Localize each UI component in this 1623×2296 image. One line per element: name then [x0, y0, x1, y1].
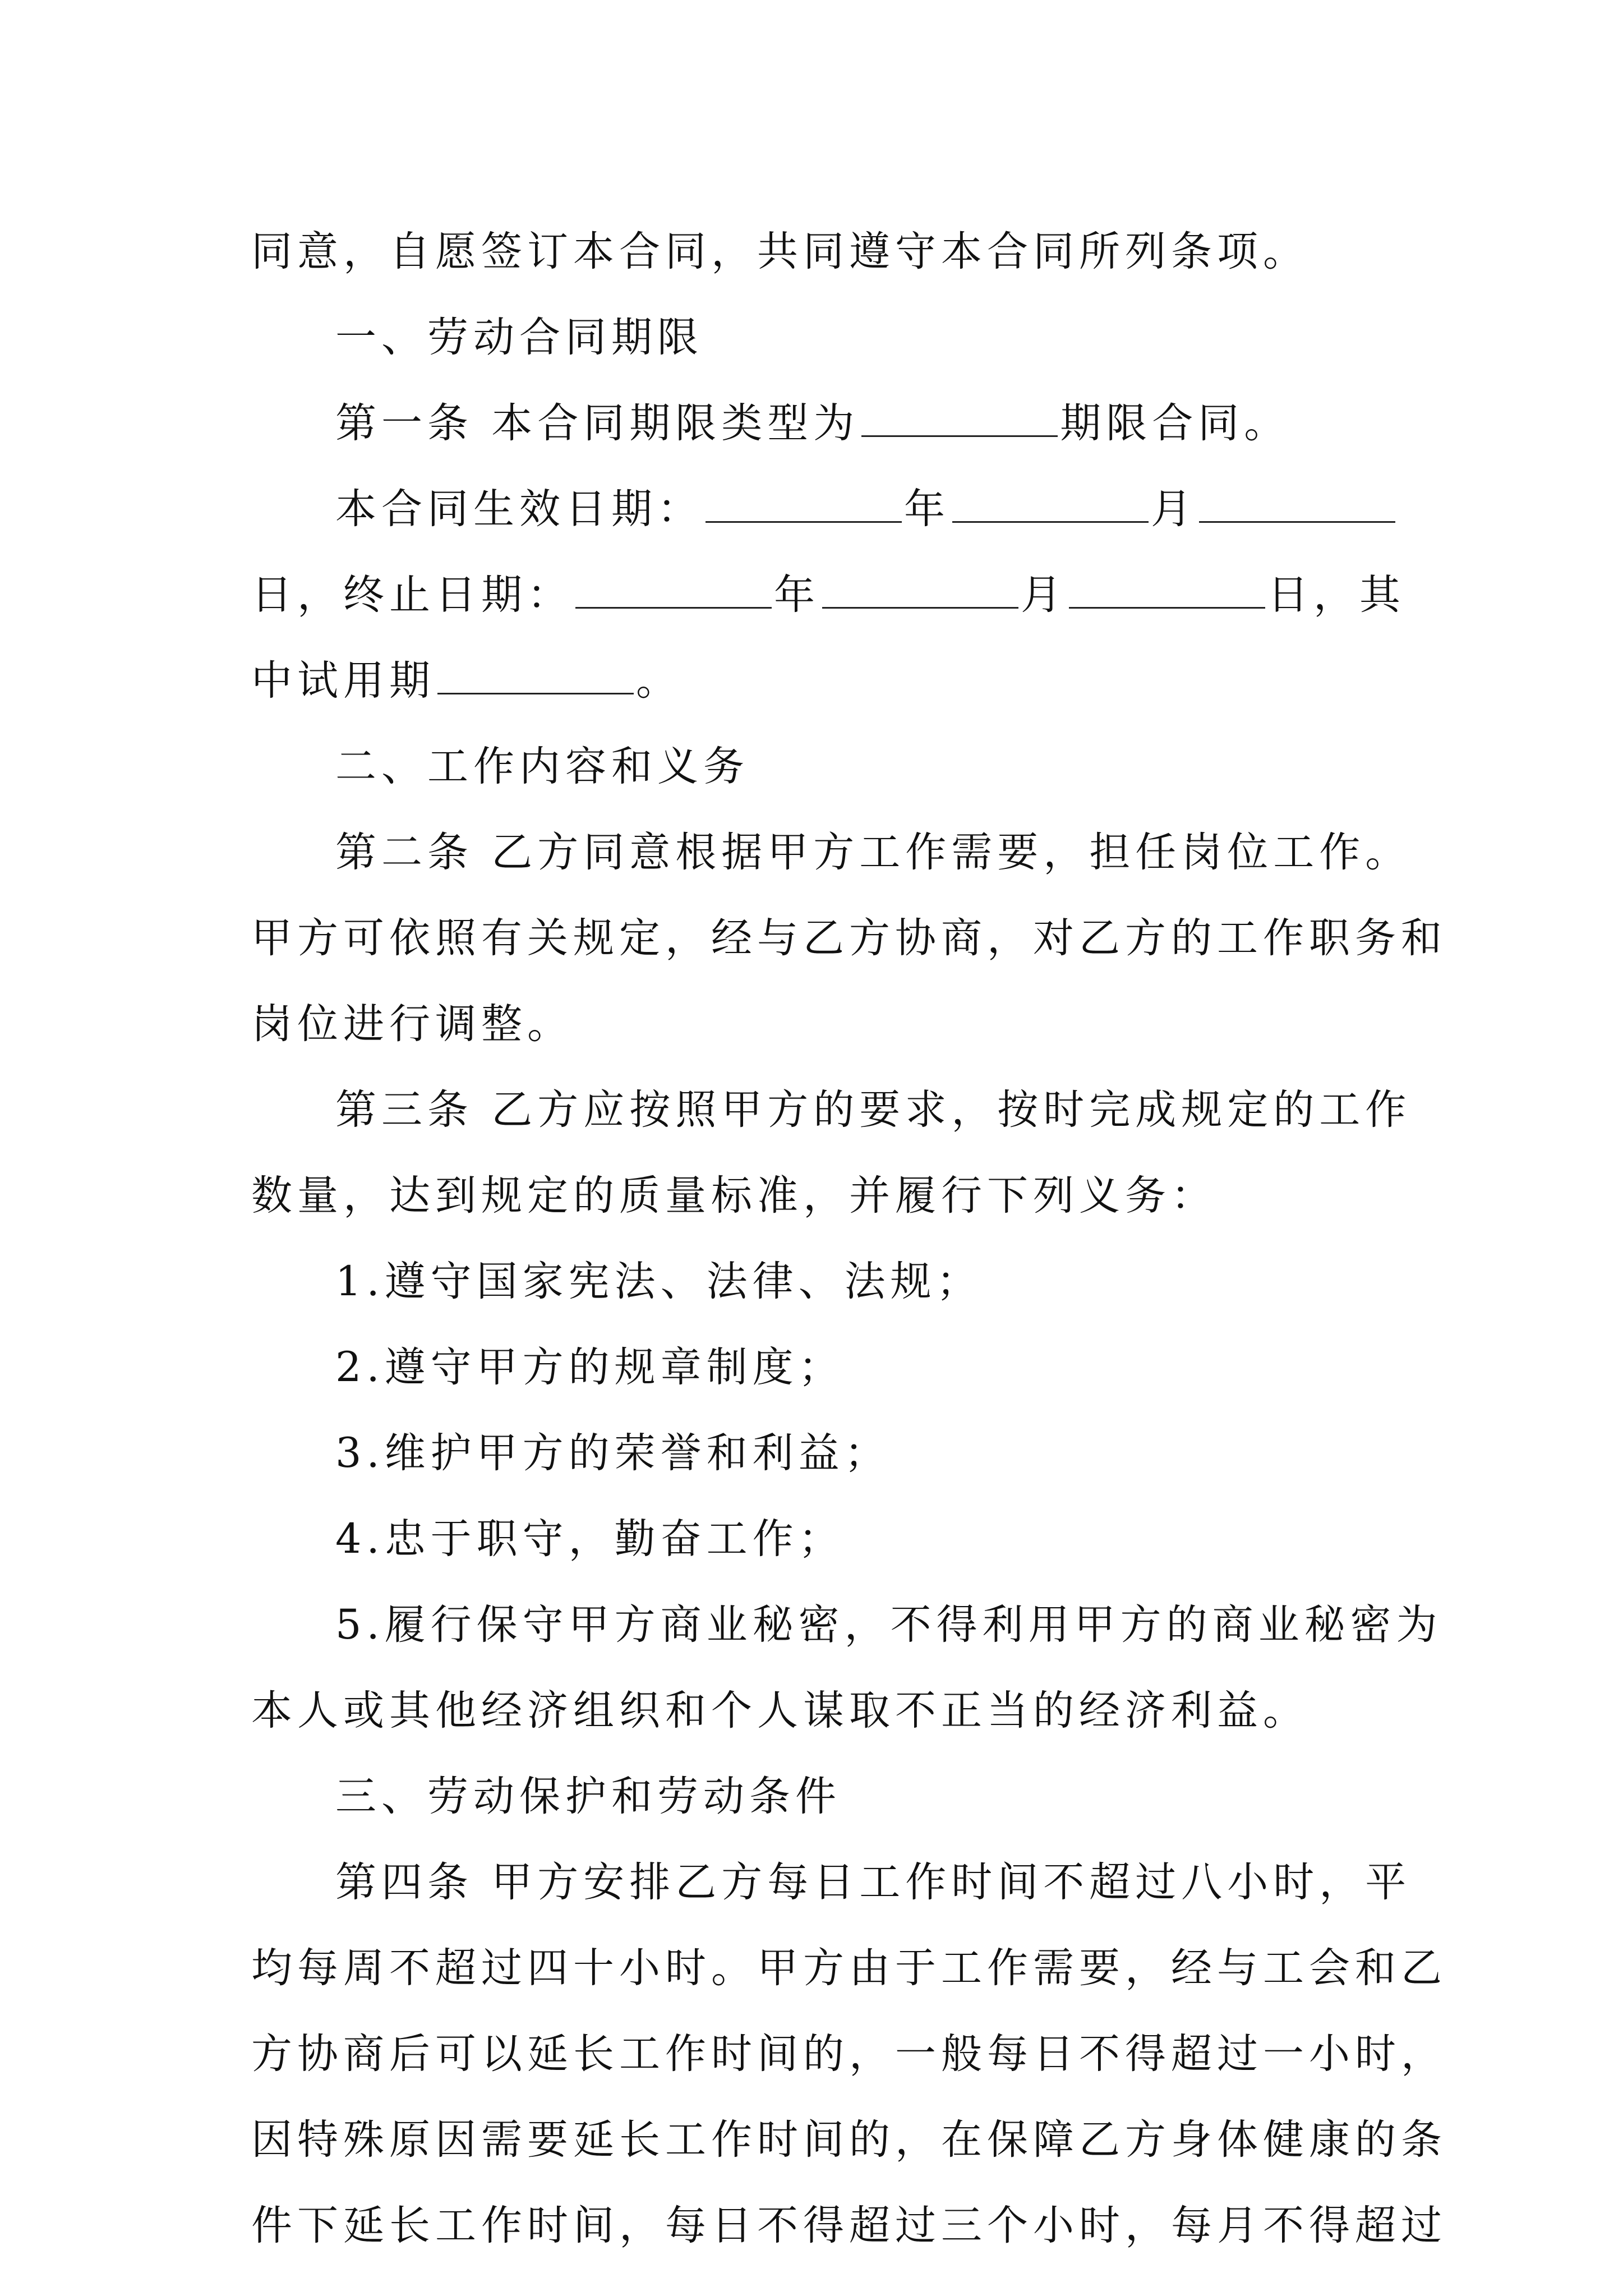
list-item	[251, 1324, 1384, 1410]
section-heading-protection	[251, 1754, 1384, 1839]
list-item	[251, 1496, 1384, 1582]
line-text: 第三条 乙方应按照甲方的要求，按时完成规定的工作	[335, 1086, 1412, 1134]
line-text: 年	[774, 571, 820, 619]
line-text: 均每周不超过四十小时。甲方由于工作需要，经与工会和乙	[251, 1944, 1447, 1992]
line-text: 本合同生效日期：	[335, 485, 703, 533]
list-item	[251, 1582, 1442, 1668]
line-text: 中试用期	[251, 657, 435, 705]
section-heading-duties	[251, 724, 1384, 809]
heading-text: 三、劳动保护和劳动条件	[335, 1773, 841, 1820]
end-day-blank	[1069, 568, 1265, 609]
line-text: 数量，达到规定的质量标准，并履行下列义务：	[251, 1172, 1217, 1220]
paragraph-line	[251, 2183, 1447, 2269]
list-item-text: 5.履行保守甲方商业秘密，不得利用甲方的商业秘密为	[335, 1601, 1442, 1649]
probation-line	[251, 638, 1384, 724]
probation-blank	[437, 654, 634, 694]
paragraph-line	[251, 2011, 1447, 2097]
list-item-text: 2.遵守甲方的规章制度；	[335, 1343, 845, 1391]
section-heading-term	[251, 295, 1384, 380]
contract-body	[251, 209, 1447, 2269]
paragraph-line	[251, 1153, 1384, 1239]
line-text: 本人或其他经济组织和个人谋取不正当的经济利益。	[251, 1687, 1309, 1734]
list-item-text: 4.忠于职守，勤奋工作；	[335, 1515, 845, 1563]
paragraph-line	[251, 981, 1384, 1067]
end-year-blank	[575, 568, 772, 609]
effective-date-line	[251, 466, 1384, 552]
start-month-blank	[952, 482, 1149, 523]
paragraph-line	[251, 895, 1447, 981]
list-item-text: 1.遵守国家宪法、法律、法规；	[335, 1258, 983, 1305]
line-text: 岗位进行调整。	[251, 1000, 573, 1048]
line-text: 月	[1151, 485, 1197, 533]
line-text: 甲方可依照有关规定，经与乙方协商，对乙方的工作职务和	[251, 914, 1447, 962]
line-text: 日，其	[1267, 571, 1405, 619]
start-day-blank	[1199, 482, 1395, 523]
contract-type-blank	[861, 396, 1058, 437]
line-text: 因特殊原因需要延长工作时间的，在保障乙方身体健康的条	[251, 2116, 1447, 2164]
list-item	[251, 1410, 1384, 1496]
line-text: 月	[1021, 571, 1067, 619]
line-text: 第四条 甲方安排乙方每日工作时间不超过八小时，平	[335, 1858, 1412, 1906]
line-text: 日，终止日期：	[251, 571, 573, 619]
heading-text: 二、工作内容和义务	[335, 743, 749, 790]
paragraph-line	[251, 1839, 1412, 1925]
paragraph-line	[251, 809, 1412, 895]
paragraph-line	[251, 1925, 1447, 2011]
end-date-line	[251, 552, 1405, 638]
list-item	[251, 1239, 1384, 1324]
line-text: 第二条 乙方同意根据甲方工作需要，担任岗位工作。	[335, 829, 1412, 876]
line-text: 。	[636, 657, 682, 705]
paragraph-line	[251, 1668, 1384, 1754]
line-text: 期限合同。	[1060, 399, 1290, 447]
heading-text: 一、劳动合同期限	[335, 314, 703, 361]
paragraph-line	[251, 1067, 1412, 1153]
paragraph-line	[251, 2097, 1447, 2183]
start-year-blank	[706, 482, 902, 523]
end-month-blank	[822, 568, 1018, 609]
line-text: 方协商后可以延长工作时间的，一般每日不得超过一小时，	[251, 2030, 1447, 2078]
line-text: 同意，自愿签订本合同，共同遵守本合同所列条项。	[251, 228, 1309, 275]
list-item-text: 3.维护甲方的荣誉和利益；	[335, 1429, 891, 1477]
line-text: 件下延长工作时间，每日不得超过三个小时，每月不得超过	[251, 2202, 1447, 2249]
article-1-line	[251, 380, 1384, 466]
line-text: 年	[904, 485, 950, 533]
paragraph-line	[251, 209, 1384, 295]
line-text: 第一条 本合同期限类型为	[335, 399, 860, 447]
